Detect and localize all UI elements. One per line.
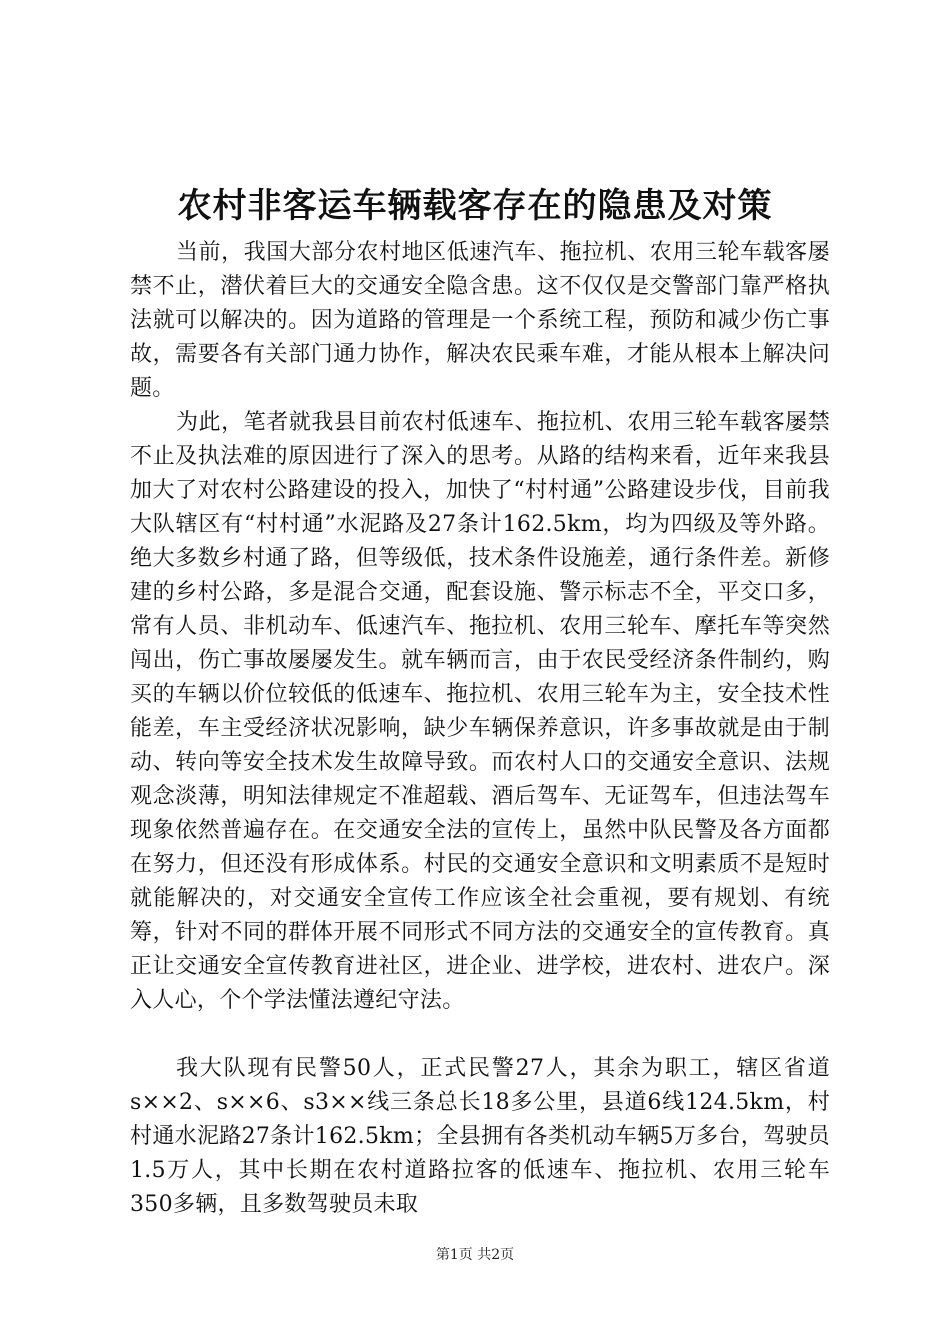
document-title: 农村非客运车辆载客存在的隐患及对策 — [177, 186, 773, 226]
paragraph-intro: 当前，我国大部分农村地区低速汽车、拖拉机、农用三轮车载客屡禁不止，潜伏着巨大的交通安全隐含患。这不仅仅是交警部门靠严格执法就可以解决的。因为道路的管理是一个系统工程，预防和减少伤亡事故，需要各有关部门通力协作，解决农民乘车难，才能从根本上解决问题。 — [130, 240, 830, 401]
paragraph-statistics: 我大队现有民警50人，正式民警27人，其余为职工，辖区省道s××2、s××6、s3××线三条总长18多公里，县道6线124.5km，村村通水泥路27条计162.5km；全县拥有各类机动车辆5万多台，驾驶员1.5万人，其中长期在农村道路拉客的低速车、拖拉机、农用三轮车350多辆，且多数驾驶员未取 — [130, 1056, 830, 1217]
paragraph-analysis: 为此，笔者就我县目前农村低速车、拖拉机、农用三轮车载客屡禁不止及执法难的原因进行了深入的思考。从路的结构来看，近年来我县加大了对农村公路建设的投入，加快了“村村通”公路建设步伐，目前我大队辖区有“村村通”水泥路及27条计162.5km，均为四级及等外路。绝大多数乡村通了路，但等级低，技术条件设施差，通行条件差。新修建的乡村公路，多是混合交通，配套设施、警示标志不全，平交口多，常有人员、非机动车、低速汽车、拖拉机、农用三轮车、摩托车等突然闯出，伤亡事故屡屡发生。就车辆而言，由于农民受经济条件制约，购买的车辆以价位较低的低速车、拖拉机、农用三轮车为主，安全技术性能差，车主受经济状况影响，缺少车辆保养意识，许多事故就是由于制动、转向等安全技术发生故障导致。而农村人口的交通安全意识、法规观念淡薄，明知法律规定不准超载、酒后驾车、无证驾车，但违法驾车现象依然普遍存在。在交通安全法的宣传上，虽然中队民警及各方面都在努力，但还没有形成体系。村民的交通安全意识和文明素质不是短时就能解决的，对交通安全宣传工作应该全社会重视，要有规划、有统筹，针对不同的群体开展不同形式不同方法的交通安全的宣传教育。真正让交通安全宣传教育进社区，进企业、进学校，进农村、进农户。深入人心，个个学法懂法遵纪守法。 — [130, 410, 830, 1013]
page-footer: 第1页 共2页 — [435, 1247, 515, 1263]
document-body — [130, 236, 830, 1222]
